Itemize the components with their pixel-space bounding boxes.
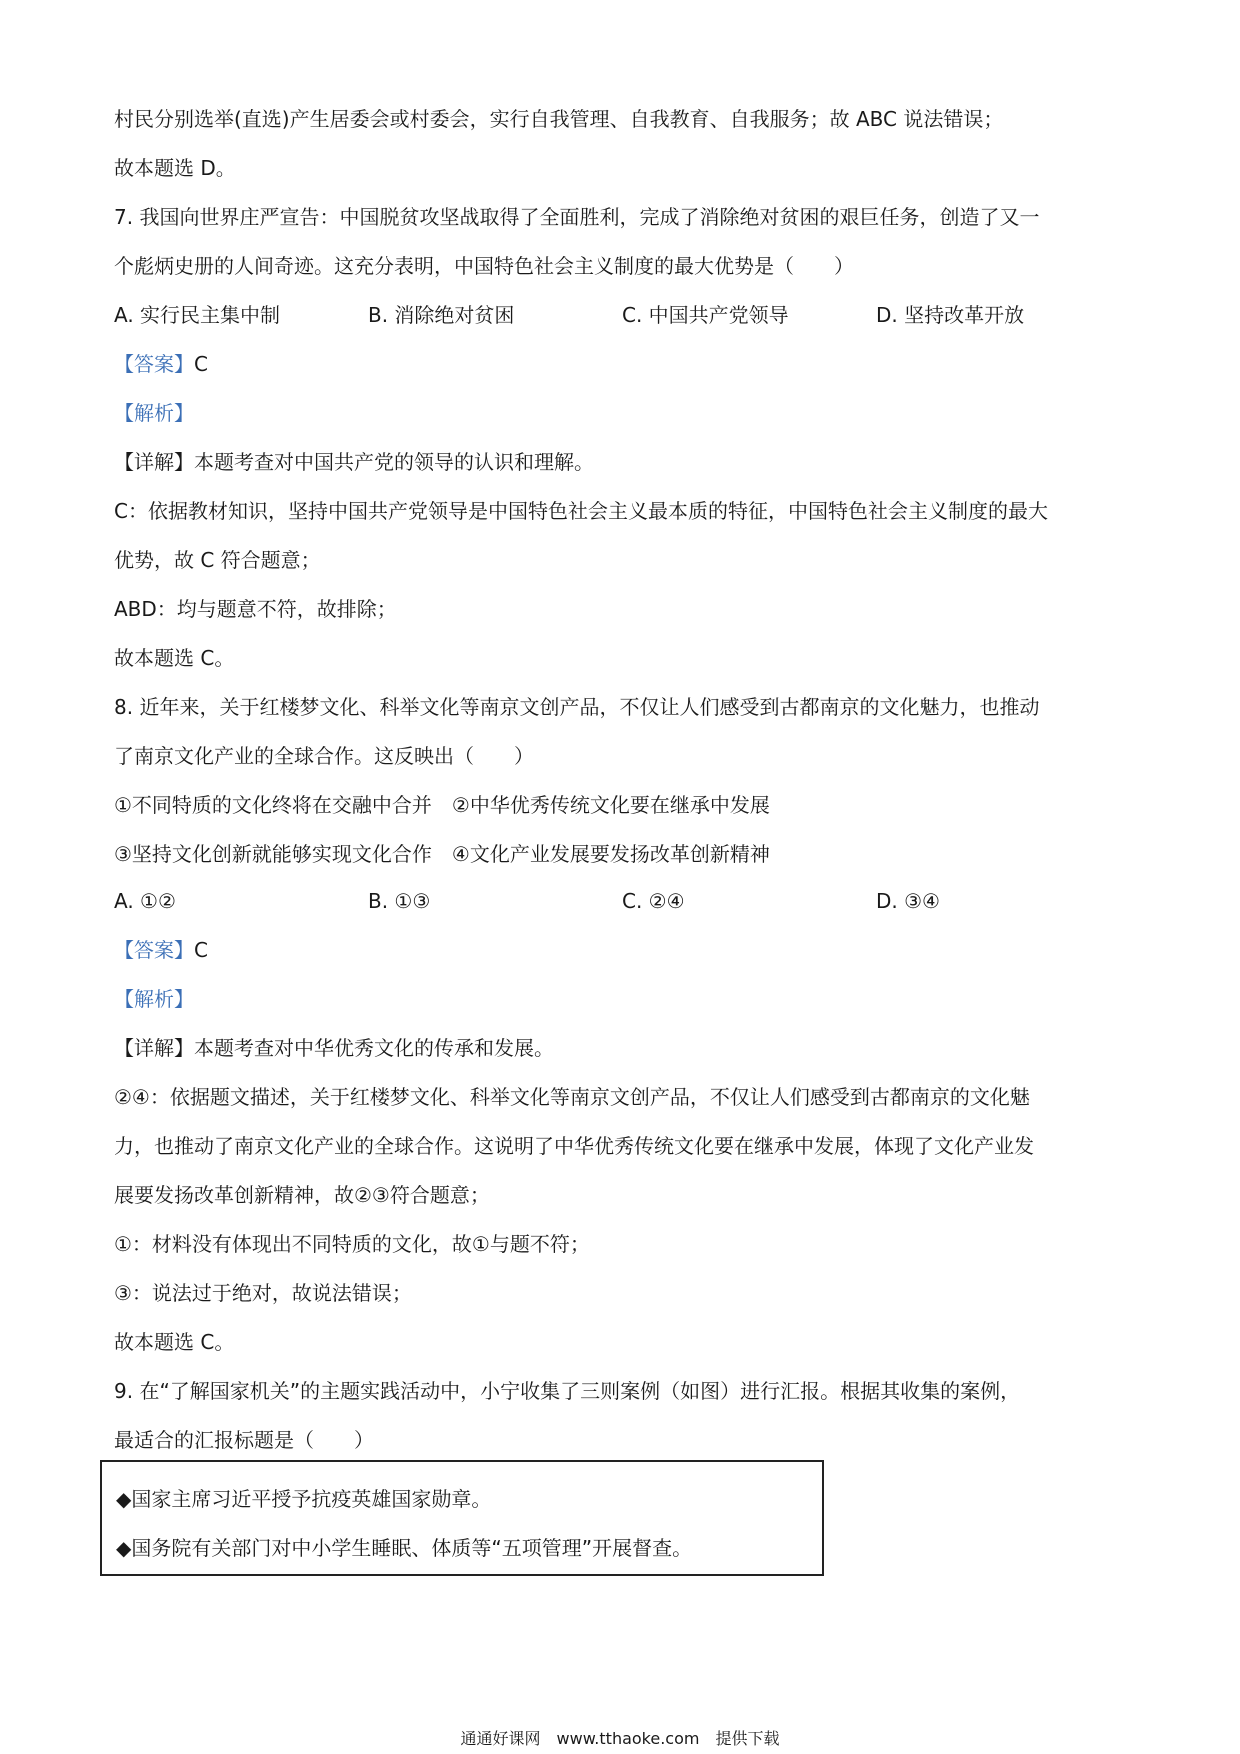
question-8-statement: ③坚持文化创新就能够实现文化合作 ④文化产业发展要发扬改革创新精神 [114,842,770,866]
q8-body-line: 力，也推动了南京文化产业的全球合作。这说明了中华优秀传统文化要在继承中发展，体现了文化产业发 [114,1134,1034,1158]
q7-option-c: C. 中国共产党领导 [622,303,789,327]
q8-body-line: ②④：依据题文描述，关于红楼梦文化、科举文化等南京文创产品，不仅让人们感受到古都南京的文化魅 [114,1085,1030,1109]
q8-body-line: 展要发扬改革创新精神，故②③符合题意； [114,1183,490,1207]
q8-answer [114,937,208,963]
answer-value: C [194,938,208,962]
q9-case-item: ◆国务院有关部门对中小学生睡眠、体质等“五项管理”开展督查。 [116,1536,693,1560]
q9-case-item: ◆国家主席习近平授予抗疫英雄国家勋章。 [116,1487,492,1511]
q7-detail [114,449,594,475]
detail-label: 【详解】 [114,450,194,474]
answer-value: C [194,352,208,376]
question-9-stem: 9. 在“了解国家机关”的主题实践活动中，小宁收集了三则案例（如图）进行汇报。根据其收集的案例， [114,1379,1021,1403]
question-8-statement: ①不同特质的文化终将在交融中合并 ②中华优秀传统文化要在继承中发展 [114,793,770,817]
detail-text: 本题考查对中华优秀文化的传承和发展。 [194,1036,554,1060]
question-7-stem: 7. 我国向世界庄严宣告：中国脱贫攻坚战取得了全面胜利，完成了消除绝对贫困的艰巨任务，创造了又一 [114,205,1040,229]
q7-body-line: C：依据教材知识，坚持中国共产党领导是中国特色社会主义最本质的特征，中国特色社会主义制度的最大 [114,499,1048,523]
question-7-stem: 个彪炳史册的人间奇迹。这充分表明，中国特色社会主义制度的最大优势是（ ） [114,254,854,278]
page-footer: 通通好课网 www.tthaoke.com 提供下载 [460,1729,780,1748]
detail-label: 【详解】 [114,1036,194,1060]
q8-option-b: B. ①③ [368,889,431,913]
q7-body-line: ABD：均与题意不符，故排除； [114,597,397,621]
q7-answer [114,351,208,377]
text-line: 故本题选 D。 [114,156,236,180]
q8-analysis-label: 【解析】 [114,987,194,1011]
q7-body-line: 优势，故 C 符合题意； [114,548,321,572]
q7-body-line: 故本题选 C。 [114,646,235,670]
question-9-stem: 最适合的汇报标题是（ ） [114,1428,374,1452]
q9-case-box [100,1460,824,1576]
q8-option-d: D. ③④ [876,889,940,913]
answer-label: 【答案】 [114,938,194,962]
answer-label: 【答案】 [114,352,194,376]
q8-detail [114,1035,554,1061]
q8-option-c: C. ②④ [622,889,685,913]
q7-analysis-label: 【解析】 [114,401,194,425]
detail-text: 本题考查对中国共产党的领导的认识和理解。 [194,450,594,474]
q8-body-line: 故本题选 C。 [114,1330,235,1354]
q8-body-line: ③：说法过于绝对，故说法错误； [114,1281,412,1305]
q7-option-d: D. 坚持改革开放 [876,303,1025,327]
q8-option-a: A. ①② [114,889,176,913]
question-8-stem: 8. 近年来，关于红楼梦文化、科举文化等南京文创产品，不仅让人们感受到古都南京的文化魅力，也推动 [114,695,1040,719]
q7-option-a: A. 实行民主集中制 [114,303,281,327]
q7-option-b: B. 消除绝对贫困 [368,303,515,327]
question-8-stem: 了南京文化产业的全球合作。这反映出（ ） [114,744,534,768]
q8-body-line: ①：材料没有体现出不同特质的文化，故①与题不符； [114,1232,590,1256]
text-line: 村民分别选举(直选)产生居委会或村委会，实行自我管理、自我教育、自我服务；故 ABC 说法错误； [114,107,1004,131]
